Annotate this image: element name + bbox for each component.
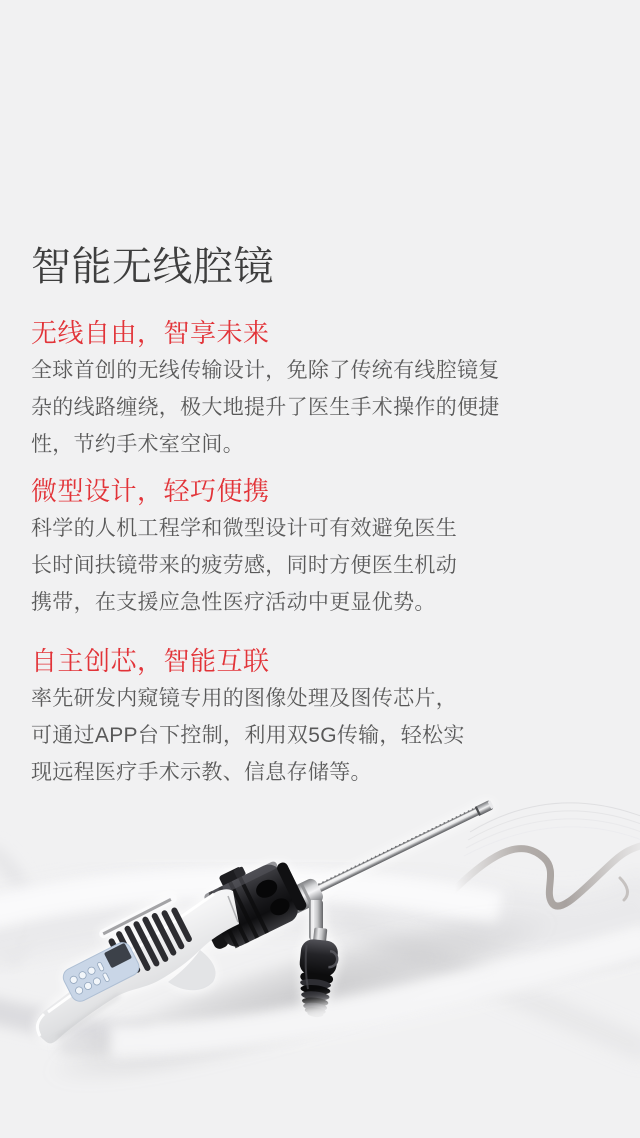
feature-body-line: 可通过APP台下控制，利用双5G传输，轻松实 bbox=[31, 724, 465, 747]
feature-body-line: 现远程医疗手术示教、信息存储等。 bbox=[31, 761, 372, 784]
endoscope-product-image bbox=[0, 790, 640, 1138]
feature-section-compact bbox=[31, 476, 620, 614]
feature-body-line: 携带，在支援应急性医疗活动中更显优势。 bbox=[31, 591, 436, 614]
feature-body-line: 率先研发内窥镜专用的图像处理及图传芯片， bbox=[31, 687, 457, 710]
feature-heading: 无线自由，智享未来 bbox=[31, 318, 270, 348]
feature-body-line: 杂的线路缠绕，极大地提升了医生手术操作的便捷 bbox=[31, 396, 500, 419]
page-title: 智能无线腔镜 bbox=[31, 245, 274, 289]
feature-body-line: 长时间扶镜带来的疲劳感，同时方便医生机动 bbox=[31, 554, 457, 577]
feature-section-wireless bbox=[31, 318, 620, 456]
feature-heading: 自主创芯，智能互联 bbox=[31, 646, 270, 676]
feature-body-line: 性，节约手术室空间。 bbox=[31, 433, 244, 456]
product-hero bbox=[0, 790, 640, 1138]
feature-body-line: 科学的人机工程学和微型设计可有效避免医生 bbox=[31, 517, 457, 540]
feature-body bbox=[31, 680, 465, 791]
feature-heading: 微型设计，轻巧便携 bbox=[31, 476, 270, 506]
feature-body-line: 全球首创的无线传输设计，免除了传统有线腔镜复 bbox=[31, 359, 500, 382]
feature-section-chip bbox=[31, 646, 620, 784]
feature-body bbox=[31, 352, 500, 463]
feature-body bbox=[31, 510, 457, 621]
